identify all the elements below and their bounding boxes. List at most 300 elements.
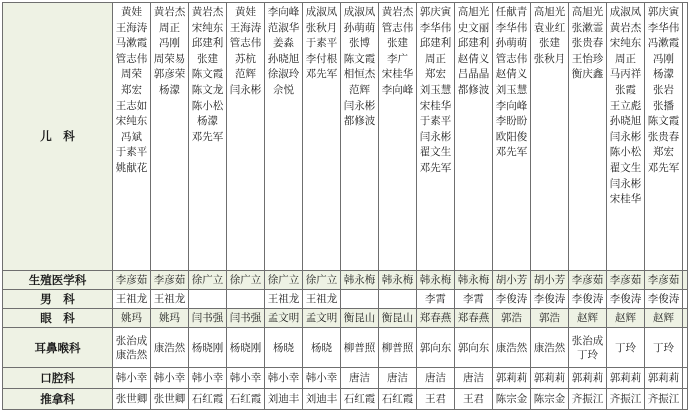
doctor-name: 邱建利 [457,37,490,50]
schedule-cell [303,3,341,271]
doctor-name: 郭浩 [539,312,560,325]
doctor-name: 陈文霞 [647,115,680,128]
doctor-name: 胡小芳 [533,274,566,287]
schedule-row-kids [3,3,688,271]
schedule-cell [265,328,303,367]
doctor-name: 孙晓旭 [609,115,642,128]
doctor-name: 李彦茹 [571,274,604,287]
doctor-name: 刘迪丰 [305,392,338,405]
doctor-name: 吕晶晶 [457,68,490,81]
schedule-cell [113,367,151,388]
doctor-name: 袁业红 [533,21,566,34]
doctor-name: 陈文霞 [191,68,224,81]
doctor-name: 唐洁 [425,371,446,384]
doctor-name: 杨晓刚 [229,341,262,354]
schedule-cell [189,3,227,271]
doctor-name: 赵倩义 [495,68,528,81]
doctor-name: 闫永彬 [609,177,642,190]
schedule-cell [379,290,417,309]
doctor-name: 王祖龙 [115,293,148,306]
doctor-name: 邱建利 [419,37,452,50]
doctor-name: 李付根 [305,52,338,65]
schedule-cell [683,367,688,388]
schedule-cell [531,3,569,271]
doctor-name: 郭向东 [457,341,490,354]
doctor-name: 李华伟 [495,21,528,34]
schedule-row-gyn [3,270,688,289]
doctor-name: 高旭光 [571,6,604,18]
doctor-name: 张秋月 [305,21,338,34]
doctor-name: 姜淼 [273,37,294,50]
schedule-cell [607,367,645,388]
schedule-cell [151,3,189,271]
doctor-name: 宋桂华 [381,68,414,81]
schedule-cell [531,367,569,388]
schedule-cell [569,328,607,367]
schedule-cell [683,328,688,367]
schedule-row-eye [3,309,688,328]
schedule-cell [683,3,688,271]
doctor-name: 张建 [197,52,218,65]
schedule-cell [493,367,531,388]
doctor-name: 韩永梅 [381,274,414,287]
doctor-name: 王祖龙 [305,293,338,306]
schedule-cell [645,328,683,367]
doctor-name: 韩永梅 [419,274,452,287]
schedule-cell [531,388,569,409]
schedule-cell [417,328,455,367]
doctor-name: 史文丽 [457,21,490,34]
schedule-cell [227,309,265,328]
department-name: 推拿科 [3,388,113,409]
doctor-name: 韩小幸 [267,371,300,384]
doctor-name: 丁玲 [615,341,636,354]
doctor-name: 闫永彬 [609,130,642,143]
doctor-name: 王立彪 [609,99,642,112]
doctor-name: 闫书强 [191,312,224,325]
doctor-name: 闫书强 [229,312,262,325]
schedule-cell [113,290,151,309]
doctor-name: 任献青 [495,6,528,18]
doctor-name: 孙萌萌 [495,37,528,50]
schedule-cell [227,3,265,271]
doctor-name: 邓先军 [305,68,338,81]
schedule-cell [227,290,265,309]
doctor-name: 周正 [615,52,636,65]
doctor-name: 高旭光 [457,6,490,18]
doctor-name: 邓先军 [495,146,528,159]
schedule-cell [303,328,341,367]
department-name: 眼 科 [3,309,113,328]
doctor-name: 王祖龙 [267,293,300,306]
doctor-name: 李广 [387,52,408,65]
doctor-name: 张岩 [653,83,674,96]
schedule-cell [303,309,341,328]
doctor-name: 闫永彬 [229,83,262,96]
schedule-cell [151,309,189,328]
doctor-name: 徐广立 [267,274,300,287]
doctor-name: 邓先军 [419,161,452,174]
department-name: 生殖医学科 [3,270,113,289]
doctor-name: 张博 [349,37,370,50]
schedule-cell [531,290,569,309]
schedule-row-massage [3,388,688,409]
schedule-cell [455,290,493,309]
doctor-name: 张建 [539,37,560,50]
doctor-name: 陈小松 [609,146,642,159]
schedule-cell [113,309,151,328]
doctor-name: 杨濛 [653,68,674,81]
doctor-name: 张世卿 [153,392,186,405]
doctor-name: 黄岩杰 [381,6,414,18]
doctor-name: 韩永梅 [457,274,490,287]
doctor-name: 李俊涛 [647,293,680,306]
doctor-name: 杨濛 [159,83,180,96]
doctor-name: 周正 [159,21,180,34]
doctor-name: 黄岩杰 [609,21,642,34]
schedule-cell [113,270,151,289]
doctor-name: 李彦茹 [115,274,148,287]
doctor-name: 康浩然 [533,341,566,354]
doctor-name: 于素平 [419,115,452,128]
doctor-name: 高旭光 [533,6,566,18]
doctor-name: 宋纯东 [191,21,224,34]
doctor-name: 杨晓 [273,341,294,354]
schedule-cell [341,3,379,271]
doctor-name: 于素平 [115,146,148,159]
doctor-name: 张播 [653,99,674,112]
doctor-name: 成淑凤 [305,6,338,18]
schedule-cell [455,367,493,388]
schedule-cell [531,328,569,367]
doctor-name: 张贵春 [571,37,604,50]
department-name: 男 科 [3,290,113,309]
doctor-name: 徐广立 [229,274,262,287]
schedule-cell [455,388,493,409]
doctor-name: 姚玛 [121,312,142,325]
doctor-name: 韩小幸 [115,371,148,384]
doctor-name: 姚献花 [115,161,148,174]
schedule-cell [113,3,151,271]
schedule-cell [417,367,455,388]
department-name: 口腔科 [3,367,113,388]
doctor-name: 张治成 [115,334,148,347]
doctor-name: 张秋月 [533,52,566,65]
doctor-name: 范淑华 [267,21,300,34]
schedule-cell [227,270,265,289]
doctor-name: 郭莉莉 [533,371,566,384]
doctor-name: 张世卿 [115,392,148,405]
doctor-name: 陈小松 [191,99,224,112]
schedule-row-male [3,290,688,309]
schedule-cell [455,309,493,328]
doctor-name: 李华伟 [419,21,452,34]
doctor-name: 郭庆寅 [647,6,680,18]
doctor-name: 闫永彬 [343,99,376,112]
doctor-name: 郑宏 [425,68,446,81]
doctor-name: 李盼盼 [495,115,528,128]
doctor-name: 刘玉慧 [419,83,452,96]
doctor-name: 苏杭 [235,52,256,65]
schedule-cell [607,290,645,309]
doctor-name: 孟文明 [267,312,300,325]
schedule-cell [493,290,531,309]
schedule-cell [227,328,265,367]
schedule-cell [189,309,227,328]
doctor-name: 郑春燕 [419,312,452,325]
schedule-cell [607,388,645,409]
doctor-name: 康浩然 [495,341,528,354]
doctor-name: 张建 [387,37,408,50]
schedule-cell [341,270,379,289]
schedule-cell [303,367,341,388]
schedule-cell [379,270,417,289]
schedule-cell [569,290,607,309]
schedule-cell [379,309,417,328]
schedule-cell [569,270,607,289]
doctor-name: 宋桂华 [609,193,642,206]
doctor-name: 闫永彬 [419,130,452,143]
schedule-cell [227,367,265,388]
doctor-name: 宋纯东 [609,37,642,50]
schedule-cell [645,3,683,271]
schedule-cell [113,328,151,367]
doctor-name: 周正 [425,52,446,65]
doctor-name: 石红霞 [229,392,262,405]
doctor-name: 张贵春 [647,130,680,143]
schedule-cell [493,270,531,289]
schedule-cell [569,309,607,328]
doctor-name: 齐振江 [571,392,604,405]
schedule-cell [569,367,607,388]
doctor-name: 李霄 [463,293,484,306]
doctor-name: 成淑凤 [609,6,642,18]
doctor-name: 杨晓 [311,341,332,354]
doctor-name: 赵辉 [577,312,598,325]
schedule-cell [113,388,151,409]
doctor-name: 齐振江 [647,392,680,405]
schedule-cell [189,270,227,289]
doctor-name: 黄娃 [121,6,142,18]
doctor-name: 马丙祥 [609,68,642,81]
doctor-name: 陈宗金 [495,392,528,405]
schedule-cell [607,3,645,271]
schedule-cell [151,290,189,309]
doctor-name: 郭彦荣 [153,68,186,81]
schedule-cell [417,3,455,271]
doctor-name: 徐广立 [191,274,224,287]
schedule-cell [531,270,569,289]
schedule-cell [455,270,493,289]
schedule-cell [683,388,688,409]
doctor-name: 丁玲 [653,341,674,354]
schedule-cell [265,309,303,328]
schedule-cell [189,388,227,409]
department-name: 耳鼻喉科 [3,328,113,367]
schedule-cell [265,3,303,271]
schedule-cell [341,328,379,367]
doctor-name: 唐洁 [463,371,484,384]
schedule-cell [151,328,189,367]
doctor-name: 佘悦 [273,83,294,96]
schedule-cell [493,328,531,367]
schedule-cell [265,270,303,289]
schedule-cell [189,367,227,388]
doctor-name: 范辉 [235,68,256,81]
doctor-name: 郑宏 [121,83,142,96]
doctor-name: 张漱霊 [571,21,604,34]
doctor-name: 冯刚 [653,52,674,65]
doctor-name: 郭莉莉 [609,371,642,384]
doctor-name: 刘玉慧 [495,83,528,96]
doctor-name: 李俊涛 [495,293,528,306]
doctor-name: 马漱霞 [115,37,148,50]
schedule-cell [531,309,569,328]
doctor-name: 姚玛 [159,312,180,325]
schedule-cell [379,367,417,388]
doctor-name: 黄岩杰 [153,6,186,18]
doctor-name: 赵辉 [615,312,636,325]
doctor-name: 齐振江 [609,392,642,405]
doctor-name: 李华伟 [647,21,680,34]
doctor-name: 王海涛 [229,21,262,34]
doctor-name: 范辉 [349,83,370,96]
schedule-cell [607,270,645,289]
doctor-name: 郑宏 [653,146,674,159]
doctor-name: 周荣 [121,68,142,81]
schedule-cell [303,388,341,409]
schedule-cell [493,3,531,271]
doctor-name: 邓先军 [647,161,680,174]
schedule-cell [455,328,493,367]
doctor-name: 黄岩杰 [191,6,224,18]
doctor-name: 冯刚 [159,37,180,50]
doctor-name: 宋纯东 [115,115,148,128]
doctor-name: 石红霞 [191,392,224,405]
schedule-cell [607,328,645,367]
doctor-name: 韩永梅 [343,274,376,287]
doctor-name: 宋桂华 [419,99,452,112]
doctor-name: 相恒杰 [343,68,376,81]
doctor-name: 李向峰 [381,83,414,96]
doctor-name: 都修波 [457,83,490,96]
department-duty-schedule [2,2,688,410]
doctor-name: 王祖龙 [153,293,186,306]
department-name: 儿 科 [3,3,113,271]
schedule-cell [683,309,688,328]
schedule-cell [417,388,455,409]
doctor-name: 赵辉 [653,312,674,325]
doctor-name: 李向峰 [495,99,528,112]
doctor-name: 胡小芳 [495,274,528,287]
doctor-name: 杨晓刚 [191,341,224,354]
doctor-name: 翟文生 [419,146,452,159]
schedule-cell [455,3,493,271]
schedule-cell [265,388,303,409]
doctor-name: 李俊涛 [571,293,604,306]
schedule-cell [493,388,531,409]
schedule-cell [645,290,683,309]
schedule-cell [189,290,227,309]
schedule-cell [569,3,607,271]
schedule-cell [379,388,417,409]
doctor-name: 徐广立 [305,274,338,287]
schedule-cell [151,270,189,289]
schedule-cell [341,388,379,409]
doctor-name: 管志伟 [115,52,148,65]
doctor-name: 郭莉莉 [647,371,680,384]
schedule-cell [417,290,455,309]
doctor-name: 李彦茹 [153,274,186,287]
schedule-cell [645,388,683,409]
doctor-name: 郭莉莉 [495,371,528,384]
doctor-name: 都修波 [343,115,376,128]
doctor-name: 于素平 [305,37,338,50]
doctor-name: 孙晓旭 [267,52,300,65]
schedule-row-dental [3,367,688,388]
schedule-cell [569,388,607,409]
doctor-name: 石红霞 [381,392,414,405]
doctor-name: 冯漱霞 [647,37,680,50]
doctor-name: 韩小幸 [153,371,186,384]
schedule-cell [151,367,189,388]
doctor-name: 王君 [463,392,484,405]
doctor-name: 郑春燕 [457,312,490,325]
doctor-name: 管志伟 [381,21,414,34]
doctor-name: 郭庆寅 [419,6,452,18]
schedule-cell [683,270,688,289]
schedule-cell [303,290,341,309]
schedule-cell [265,367,303,388]
doctor-name: 李彦茹 [609,274,642,287]
doctor-name: 翟文生 [609,161,642,174]
schedule-cell [607,309,645,328]
doctor-name: 郭浩 [501,312,522,325]
schedule-cell [645,309,683,328]
doctor-name: 李向峰 [267,6,300,18]
doctor-name: 邱建利 [191,37,224,50]
schedule-cell [227,388,265,409]
schedule-row-ent [3,328,688,367]
doctor-name: 李俊涛 [609,293,642,306]
schedule-cell [341,309,379,328]
schedule-cell [189,328,227,367]
doctor-name: 王志如 [115,99,148,112]
doctor-name: 周荣易 [153,52,186,65]
doctor-name: 陈宗金 [533,392,566,405]
doctor-name: 刘迪丰 [267,392,300,405]
doctor-name: 韩小幸 [191,371,224,384]
doctor-name: 郭向东 [419,341,452,354]
doctor-name: 孙萌萌 [343,21,376,34]
schedule-cell [645,270,683,289]
doctor-name: 张治成 [571,334,604,347]
schedule-cell [417,270,455,289]
doctor-name: 管志伟 [495,52,528,65]
doctor-name: 王君 [425,392,446,405]
schedule-cell [645,367,683,388]
doctor-name: 郭莉莉 [571,371,604,384]
doctor-name: 陈文霞 [343,52,376,65]
doctor-name: 张霞 [615,83,636,96]
schedule-cell [341,290,379,309]
doctor-name: 韩小幸 [305,371,338,384]
doctor-name: 管志伟 [229,37,262,50]
doctor-name: 成淑凤 [343,6,376,18]
schedule-cell [303,270,341,289]
doctor-name: 康浩然 [115,348,148,361]
doctor-name: 王海涛 [115,21,148,34]
